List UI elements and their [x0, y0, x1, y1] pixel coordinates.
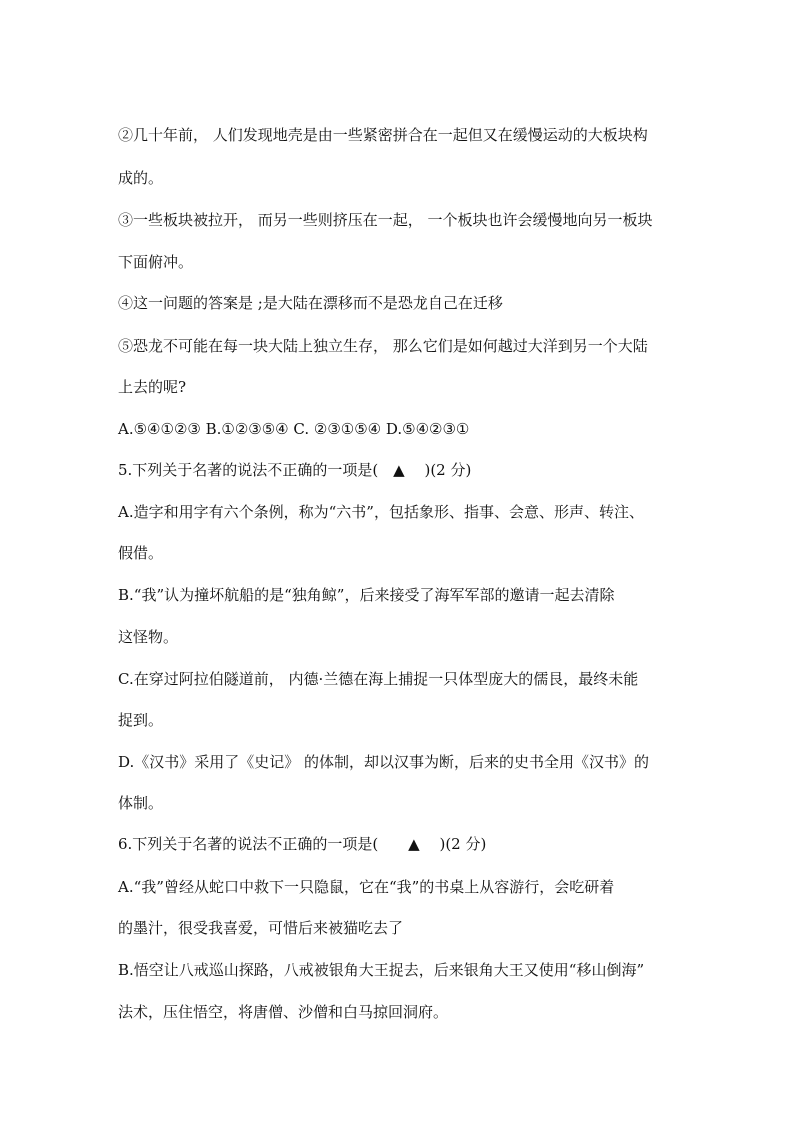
question-6-option-b: B.悟空让八戒巡山探路，八戒被银角大王捉去，后来银角大王又使用“移山倒海” [118, 961, 645, 979]
text-line-passage-2-cont: 成的。 [118, 169, 164, 187]
question-5-option-b-cont: 这怪物。 [118, 628, 179, 646]
question-5-stem: 5.下列关于名著的说法不正确的一项是( ▲ )(2 分) [118, 461, 472, 479]
text-line-passage-4: ④这一问题的答案是 ;是大陆在漂移而不是恐龙自己在迁移 [118, 294, 503, 312]
question-5-option-d-cont: 体制。 [118, 794, 164, 812]
text-line-passage-3: ③一些板块被拉开， 而另一些则挤压在一起， 一个板块也许会缓慢地向另一板块 [118, 211, 653, 229]
question-6-option-b-cont: 法术，压住悟空，将唐僧、沙僧和白马掠回洞府。 [118, 1003, 449, 1021]
question-5-option-c-cont: 捉到。 [118, 711, 164, 729]
text-line-passage-2: ②几十年前， 人们发现地壳是由一些紧密拼合在一起但又在缓慢运动的大板块构 [118, 126, 648, 144]
question-5-option-a-cont: 假借。 [118, 544, 164, 562]
text-line-passage-5-cont: 上去的呢? [118, 378, 187, 396]
answer-options-q4: A.⑤④①②③ B.①②③⑤④ C. ②③①⑤④ D.⑤④②③① [118, 420, 470, 438]
question-5-option-a: A.造字和用字有六个条例，称为“六书”，包括象形、指事、会意、形声、转注、 [118, 503, 644, 521]
question-5-option-b: B.“我”认为撞坏航船的是“独角鲸”，后来接受了海军军部的邀请一起去清除 [118, 586, 615, 604]
question-5-option-c: C.在穿过阿拉伯隧道前， 内德·兰德在海上捕捉一只体型庞大的儒艮，最终未能 [118, 670, 639, 688]
text-line-passage-3-cont: 下面俯冲。 [118, 253, 194, 271]
question-6-option-a: A.“我”曾经从蛇口中救下一只隐鼠，它在“我”的书桌上从容游行，会吃研着 [118, 878, 615, 896]
question-6-option-a-cont: 的墨汁，很受我喜爱，可惜后来被猫吃去了 [118, 919, 404, 937]
question-6-stem: 6.下列关于名著的说法不正确的一项是( ▲ )(2 分) [118, 835, 487, 853]
question-5-option-d: D.《汉书》采用了《史记》 的体制，却以汉事为断，后来的史书全用《汉书》的 [118, 753, 650, 771]
text-line-passage-5: ⑤恐龙不可能在每一块大陆上独立生存， 那么它们是如何越过大洋到另一个大陆 [118, 337, 648, 355]
